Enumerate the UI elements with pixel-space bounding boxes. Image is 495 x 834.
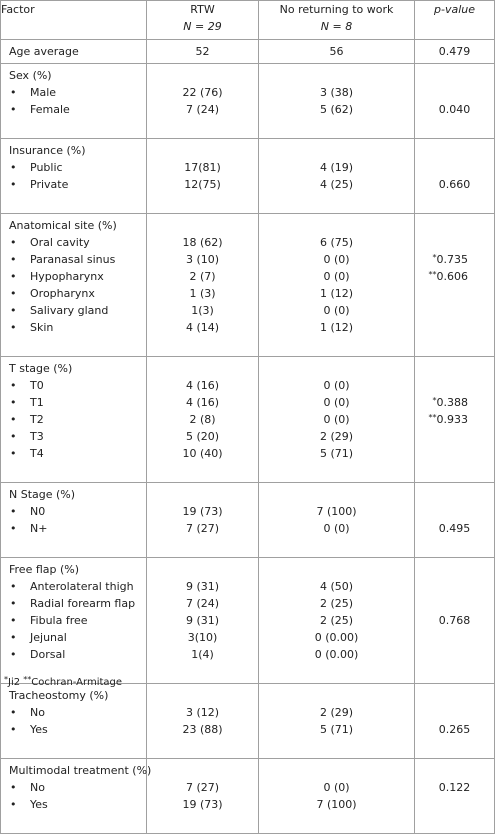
group-row [1,483,495,558]
bullet-icon: • [10,396,17,409]
pvalue-spacer [415,214,494,234]
no-return-header: No returning to work N = 8 [259,1,415,40]
pvalue-spacer [415,537,494,557]
bullet-icon: • [10,447,17,460]
footnote: *Ji2 **Cochran-Armitage [4,675,123,688]
rtw-value: 10 (40) [182,447,223,460]
bullet-icon: • [10,379,17,392]
item-row [1,445,146,465]
group-title: Tracheostomy (%) [9,689,109,702]
rtw-value: 19 (73) [182,798,223,811]
item-label: T2 [30,413,44,426]
rtw-value: 3(10) [187,631,218,644]
item-label: Female [30,103,70,116]
no-return-value: 0 (0) [323,413,350,426]
bullet-icon: • [10,161,17,174]
group-row [1,357,495,483]
item-row [1,578,146,595]
bullet-icon: • [10,430,17,443]
pvalue-spacer [415,796,494,813]
bullet-icon: • [10,103,17,116]
pvalue-spacer [415,663,494,683]
pvalue: 0.660 [438,178,471,191]
rtw-value: 3 (12) [185,706,220,719]
item-label: Yes [30,723,48,736]
rtw-value: 19 (73) [182,505,223,518]
pvalue-spacer [415,336,494,356]
item-label: Dorsal [30,648,66,661]
item-label: Anterolateral thigh [30,580,134,593]
rtw-value: 2 (8) [189,413,216,426]
pvalue-spacer [415,578,494,595]
factor-header: Factor [1,1,147,40]
pvalue-spacer [415,428,494,445]
pvalue-header: p-value [415,1,495,40]
group-title: T stage (%) [9,362,73,375]
pvalue-spacer [415,159,494,176]
bullet-icon: • [10,614,17,627]
item-label: T3 [30,430,44,443]
pvalue-spacer [415,558,494,578]
pvalue: 0.265 [438,723,471,736]
pvalue-spacer [415,139,494,159]
item-label: Hypopharynx [30,270,104,283]
rtw-value: 7 (27) [185,781,220,794]
item-label: Paranasal sinus [30,253,116,266]
item-row [1,796,146,816]
pvalue-spacer [415,684,494,704]
no-return-value: 4 (50) [319,580,354,593]
item-label: T4 [30,447,44,460]
age-rtw: 52 [195,45,210,58]
rtw-value: 5 (20) [185,430,220,443]
pvalue-spacer [415,813,494,833]
pvalue-spacer [415,483,494,503]
rtw-value: 18 (62) [182,236,223,249]
pvalue: 0.040 [438,103,471,116]
bullet-icon: • [10,648,17,661]
no-return-value: 7 (100) [316,505,357,518]
rtw-value: 7 (24) [185,103,220,116]
group-row [1,64,495,139]
item-row [1,84,146,101]
bullet-icon: • [10,236,17,249]
item-label: N0 [30,505,46,518]
group-title: Insurance (%) [9,144,86,157]
item-row [1,377,146,394]
item-row [1,428,146,445]
pvalue-spacer [415,503,494,520]
item-label: Oral cavity [30,236,90,249]
rtw-value: 22 (76) [182,86,223,99]
group-row [1,684,495,759]
group-row [1,759,495,834]
pvalue: **0.933 [428,413,468,426]
no-return-value: 1 (12) [319,321,354,334]
item-label: Oropharynx [30,287,95,300]
group-title: Sex (%) [9,69,52,82]
bullet-icon: • [10,413,17,426]
bullet-icon: • [10,781,17,794]
item-label: N+ [30,522,48,535]
no-return-n: N = 8 [320,20,353,33]
item-row [1,595,146,612]
rtw-value: 12(75) [184,178,221,191]
age-row [1,40,495,64]
pvalue: **0.606 [428,270,468,283]
pvalue-spacer [415,84,494,101]
item-row [1,159,146,176]
pvalue-spacer [415,64,494,84]
item-label: Radial forearm flap [30,597,136,610]
rtw-value: 23 (88) [182,723,223,736]
item-row [1,394,146,411]
no-return-value: 4 (25) [319,178,354,191]
no-return-value: 0 (0.00) [314,631,359,644]
bullet-icon: • [10,631,17,644]
bullet-icon: • [10,86,17,99]
no-return-value: 0 (0) [323,304,350,317]
bullet-icon: • [10,706,17,719]
rtw-header: RTW N = 29 [147,1,259,40]
bullet-icon: • [10,597,17,610]
item-row [1,612,146,629]
group-row [1,214,495,357]
bullet-icon: • [10,287,17,300]
pvalue: 0.495 [438,522,471,535]
bullet-icon: • [10,580,17,593]
rtw-value: 1(4) [191,648,214,661]
no-return-value: 5 (71) [319,723,354,736]
age-pvalue: 0.479 [438,45,471,58]
pvalue-spacer [415,319,494,336]
bullet-icon: • [10,723,17,736]
no-return-value: 0 (0) [323,522,350,535]
no-return-value: 0 (0) [323,253,350,266]
no-return-value: 2 (25) [319,614,354,627]
bullet-icon: • [10,798,17,811]
item-row [1,268,146,285]
no-return-value: 0 (0) [323,781,350,794]
pvalue-spacer [415,704,494,721]
no-return-value: 2 (29) [319,430,354,443]
pvalue-spacer [415,462,494,482]
rtw-value: 7 (24) [185,597,220,610]
bullet-icon: • [10,253,17,266]
header-row [1,1,495,40]
group-row [1,558,495,684]
pvalue-spacer [415,738,494,758]
bullet-icon: • [10,178,17,191]
pvalue: *0.388 [432,396,468,409]
pvalue-spacer [415,377,494,394]
group-title: Multimodal treatment (%) [9,764,152,777]
pvalue-spacer [415,357,494,377]
rtw-value: 7 (27) [185,522,220,535]
item-label: Skin [30,321,54,334]
bullet-icon: • [10,505,17,518]
item-label: Fibula free [30,614,88,627]
item-row [1,319,146,339]
item-row [1,520,146,540]
pvalue-spacer [415,234,494,251]
item-row [1,704,146,721]
pvalue-spacer [415,759,494,779]
item-row [1,411,146,428]
item-label: T1 [30,396,44,409]
pvalue-spacer [415,646,494,663]
item-row [1,101,146,121]
no-return-value: 5 (71) [319,447,354,460]
item-row [1,234,146,251]
item-row [1,302,146,319]
item-label: No [30,706,45,719]
pvalue-spacer [415,193,494,213]
rtw-value: 4 (16) [185,396,220,409]
rtw-value: 3 (10) [185,253,220,266]
item-row [1,503,146,520]
item-label: Jejunal [30,631,67,644]
no-return-value: 2 (29) [319,706,354,719]
group-title: Anatomical site (%) [9,219,117,232]
no-return-value: 2 (25) [319,597,354,610]
item-label: Male [30,86,57,99]
pvalue-spacer [415,629,494,646]
no-return-value: 0 (0) [323,379,350,392]
pvalue-spacer [415,118,494,138]
group-title: N Stage (%) [9,488,76,501]
item-label: Public [30,161,63,174]
no-return-value: 0 (0) [323,396,350,409]
item-label: Yes [30,798,48,811]
bullet-icon: • [10,270,17,283]
pvalue-spacer [415,302,494,319]
no-return-value: 1 (12) [319,287,354,300]
age-no-return: 56 [329,45,344,58]
item-row [1,629,146,646]
no-return-value: 6 (75) [319,236,354,249]
rtw-value: 17(81) [184,161,221,174]
bullet-icon: • [10,321,17,334]
no-return-value: 5 (62) [319,103,354,116]
rtw-value: 4 (16) [185,379,220,392]
item-row [1,721,146,741]
pvalue-spacer [415,285,494,302]
pvalue: *0.735 [432,253,468,266]
item-row [1,285,146,302]
no-return-value: 3 (38) [319,86,354,99]
no-return-value: 0 (0.00) [314,648,359,661]
age-label: Age average [9,45,79,58]
bullet-icon: • [10,304,17,317]
item-label: Private [30,178,69,191]
rtw-value: 9 (31) [185,614,220,627]
group-row [1,139,495,214]
no-return-value: 4 (19) [319,161,354,174]
item-row [1,176,146,196]
rtw-value: 2 (7) [189,270,216,283]
item-row [1,646,146,666]
rtw-value: 1 (3) [189,287,216,300]
rtw-value: 1(3) [191,304,214,317]
item-row [1,779,146,796]
pvalue: 0.768 [438,614,471,627]
no-return-value: 0 (0) [323,270,350,283]
item-label: Salivary gland [30,304,109,317]
bullet-icon: • [10,522,17,535]
no-return-value: 7 (100) [316,798,357,811]
pvalue: 0.122 [438,781,471,794]
pvalue-spacer [415,595,494,612]
rtw-n: N = 29 [183,20,222,33]
rtw-value: 9 (31) [185,580,220,593]
rtw-value: 4 (14) [185,321,220,334]
item-label: T0 [30,379,44,392]
group-title: Free flap (%) [9,563,80,576]
pvalue-spacer [415,445,494,462]
item-row [1,251,146,268]
item-label: No [30,781,45,794]
